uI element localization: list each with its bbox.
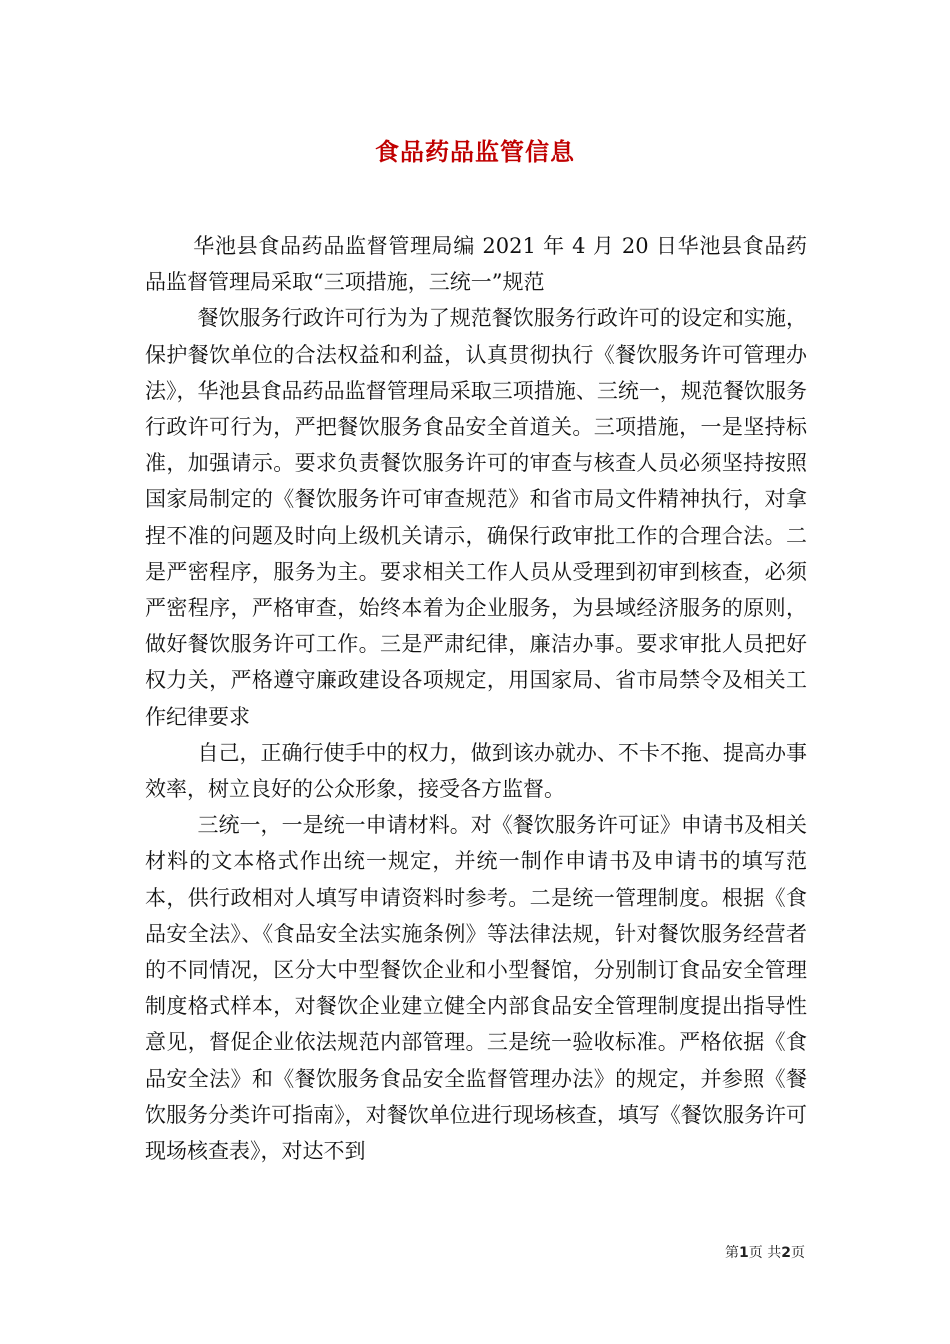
body-paragraph: 餐饮服务行政许可行为为了规范餐饮服务行政许可的设定和实施，保护餐饮单位的合法权益和利益，认真贯彻执行《餐饮服务许可管理办法》，华池县食品药品监督管理局采取三项措施、三统一，规范餐饮服务行政许可行为，严把餐饮服务食品安全首道关。三项措施，一是坚持标准，加强请示。要求负责餐饮服务许可的审查与核查人员必须坚持按照国家局制定的《餐饮服务许可审查规范》和省市局文件精神执行，对拿捏不准的问题及时向上级机关请示，确保行政审批工作的合理合法。二是严密程序，服务为主。要求相关工作人员从受理到初审到核查，必须严密程序，严格审查，始终本着为企业服务，为县域经济服务的原则，做好餐饮服务许可工作。三是严肃纪律，廉洁办事。要求审批人员把好权力关，严格遵守廉政建设各项规定，用国家局、省市局禁令及相关工作纪律要求 bbox=[145, 306, 807, 729]
body-paragraph: 三统一，一是统一申请材料。对《餐饮服务许可证》申请书及相关材料的文本格式作出统一规定，并统一制作申请书及申请书的填写范本，供行政相对人填写申请资料时参考。二是统一管理制度。根据《食品安全法》、《食品安全法实施条例》等法律法规，针对餐饮服务经营者的不同情况，区分大中型餐饮企业和小型餐馆，分别制订食品安全管理制度格式样本，对餐饮企业建立健全内部食品安全管理制度提出指导性意见，督促企业依法规范内部管理。三是统一验收标准。严格依据《食品安全法》和《餐饮服务食品安全监督管理办法》的规定，并参照《餐饮服务分类许可指南》，对餐饮单位进行现场核查，填写《餐饮服务许可现场核查表》，对达不到 bbox=[145, 813, 807, 1164]
footer-middle: 页 共 bbox=[748, 1245, 782, 1261]
document-body bbox=[145, 228, 807, 1169]
document-title: 食品药品监管信息 bbox=[375, 138, 575, 166]
intro-paragraph: 华池县食品药品监督管理局编 2021 年 4 月 20 日华池县食品药品监督管理局采取“三项措施，三统一”规范 bbox=[145, 234, 807, 295]
footer-suffix: 页 bbox=[791, 1245, 805, 1261]
footer-prefix: 第 bbox=[725, 1245, 740, 1261]
footer-total-pages: 2 bbox=[781, 1245, 791, 1261]
page-footer bbox=[725, 1242, 805, 1262]
footer-current-page: 1 bbox=[739, 1245, 749, 1261]
body-paragraph: 自己，正确行使手中的权力，做到该办就办、不卡不拖、提高办事效率，树立良好的公众形象，接受各方监督。 bbox=[145, 740, 807, 802]
